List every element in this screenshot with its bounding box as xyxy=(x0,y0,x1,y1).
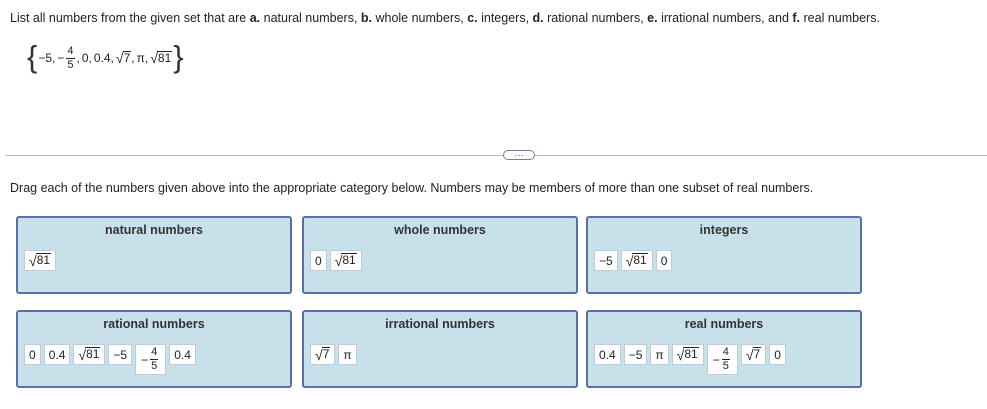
number-text: 0 xyxy=(315,253,322,268)
square-root xyxy=(29,253,51,267)
part-name: natural numbers, xyxy=(260,11,361,25)
number-tile[interactable] xyxy=(672,344,704,365)
numerator: 4 xyxy=(67,44,74,57)
question-prefix: List all numbers from the given set that are xyxy=(10,11,250,25)
number-tile[interactable] xyxy=(594,250,618,271)
radical-sign-icon: √ xyxy=(745,346,754,363)
category-title: whole numbers xyxy=(394,223,486,237)
radicand: 7 xyxy=(123,50,131,65)
separator: , xyxy=(76,51,80,65)
number-set xyxy=(27,40,184,76)
square-root xyxy=(150,51,172,65)
number-tile[interactable] xyxy=(707,344,738,375)
number-text: −5 xyxy=(599,253,613,268)
part-letter: a. xyxy=(249,11,261,25)
number-tile[interactable] xyxy=(169,344,196,365)
number-tile[interactable] xyxy=(769,344,786,365)
number-text: π xyxy=(655,347,664,362)
number-text: 0.4 xyxy=(174,347,191,362)
part-letter: d. xyxy=(532,11,544,25)
number-tile[interactable] xyxy=(73,344,105,365)
radicand: 81 xyxy=(684,347,698,362)
number-tile[interactable] xyxy=(108,344,132,365)
number-text: π xyxy=(343,347,352,362)
category-whole-numbers[interactable] xyxy=(302,216,578,294)
square-root xyxy=(746,347,761,361)
expand-button[interactable]: ··· xyxy=(503,150,535,160)
part-letter: b. xyxy=(360,11,372,25)
part-letter: f. xyxy=(792,11,801,25)
square-root xyxy=(78,347,100,361)
instruction-text: Drag each of the numbers given above into the appropriate category below. Numbers may be members of more than one subset of real numbers. xyxy=(10,181,814,195)
set-open-brace: { xyxy=(27,38,38,74)
number-tile[interactable] xyxy=(24,250,56,271)
part-name: rational numbers, xyxy=(543,11,648,25)
set-element xyxy=(38,51,55,65)
numerator: 4 xyxy=(151,346,158,358)
category-integers[interactable] xyxy=(586,216,862,294)
part-name: real numbers. xyxy=(800,11,880,25)
number-text: 0.4, xyxy=(93,51,114,65)
numerator: 4 xyxy=(722,346,729,358)
square-root xyxy=(335,253,357,267)
category-title: rational numbers xyxy=(103,317,205,331)
denominator: 5 xyxy=(67,58,74,71)
number-text: 0, xyxy=(81,51,92,65)
part-letter: c. xyxy=(467,11,478,25)
number-text: 0 xyxy=(660,253,668,268)
set-close-brace: } xyxy=(173,38,184,74)
number-text: −5 xyxy=(113,347,128,362)
category-real-numbers[interactable] xyxy=(586,310,862,388)
radical-sign-icon: √ xyxy=(676,346,685,363)
number-tile[interactable] xyxy=(310,250,327,271)
number-tile[interactable] xyxy=(135,344,166,375)
number-tile[interactable] xyxy=(330,250,362,271)
number-text: 0 xyxy=(29,347,36,362)
denominator: 5 xyxy=(722,360,729,372)
radical-sign-icon: √ xyxy=(625,252,634,269)
number-tile[interactable] xyxy=(656,250,673,271)
number-text: 0 xyxy=(774,347,781,362)
part-letter: e. xyxy=(647,11,658,25)
radicand: 7 xyxy=(753,347,761,362)
radicand: 81 xyxy=(342,253,356,268)
radicand: 81 xyxy=(36,253,51,268)
number-text: 0.4 xyxy=(48,347,66,362)
number-text: −5 xyxy=(628,347,643,362)
set-element xyxy=(116,51,135,65)
category-title: real numbers xyxy=(684,317,764,331)
radical-sign-icon: √ xyxy=(315,346,323,363)
radicand: 81 xyxy=(157,50,172,65)
category-title: natural numbers xyxy=(105,223,203,237)
radicand: 7 xyxy=(322,347,330,362)
radical-sign-icon: √ xyxy=(150,50,158,67)
category-title: irrational numbers xyxy=(385,317,495,331)
number-tile[interactable] xyxy=(741,344,766,365)
square-root xyxy=(315,347,330,361)
radical-sign-icon: √ xyxy=(29,252,37,269)
category-rational-numbers[interactable] xyxy=(16,310,292,388)
number-tile[interactable] xyxy=(44,344,71,365)
category-natural-numbers[interactable] xyxy=(16,216,292,294)
number-tile[interactable] xyxy=(338,344,356,365)
number-tile[interactable] xyxy=(24,344,41,365)
fraction xyxy=(722,347,730,372)
part-name: whole numbers, xyxy=(372,11,468,25)
fraction xyxy=(66,46,74,71)
number-tile[interactable] xyxy=(594,344,621,365)
minus-sign: − xyxy=(712,352,720,367)
set-element xyxy=(94,51,114,65)
radicand: 81 xyxy=(633,253,647,268)
number-tile[interactable] xyxy=(621,250,653,271)
set-element xyxy=(137,51,149,65)
number-text: −5, xyxy=(38,51,56,65)
radical-sign-icon: √ xyxy=(334,252,343,269)
minus-sign: − xyxy=(57,51,65,65)
fraction xyxy=(150,347,158,372)
category-title: integers xyxy=(699,223,749,237)
number-tile[interactable] xyxy=(650,344,668,365)
number-tile[interactable] xyxy=(624,344,648,365)
category-irrational-numbers[interactable] xyxy=(302,310,578,388)
radicand: 81 xyxy=(86,347,100,362)
radical-sign-icon: √ xyxy=(78,346,87,363)
set-element xyxy=(57,46,79,71)
denominator: 5 xyxy=(151,360,158,372)
radical-sign-icon: √ xyxy=(115,50,124,67)
minus-sign: − xyxy=(141,352,149,367)
number-text: 0.4 xyxy=(599,347,616,362)
part-name: irrational numbers, and xyxy=(657,11,793,25)
set-element xyxy=(150,51,172,65)
square-root xyxy=(677,347,699,361)
number-text: π, xyxy=(136,51,149,65)
square-root xyxy=(626,253,648,267)
number-tile[interactable] xyxy=(310,344,335,365)
set-element xyxy=(82,51,92,65)
separator: , xyxy=(131,51,135,65)
section-divider xyxy=(6,155,987,156)
question-text xyxy=(10,11,880,25)
square-root xyxy=(116,51,131,65)
part-name: integers, xyxy=(477,11,533,25)
